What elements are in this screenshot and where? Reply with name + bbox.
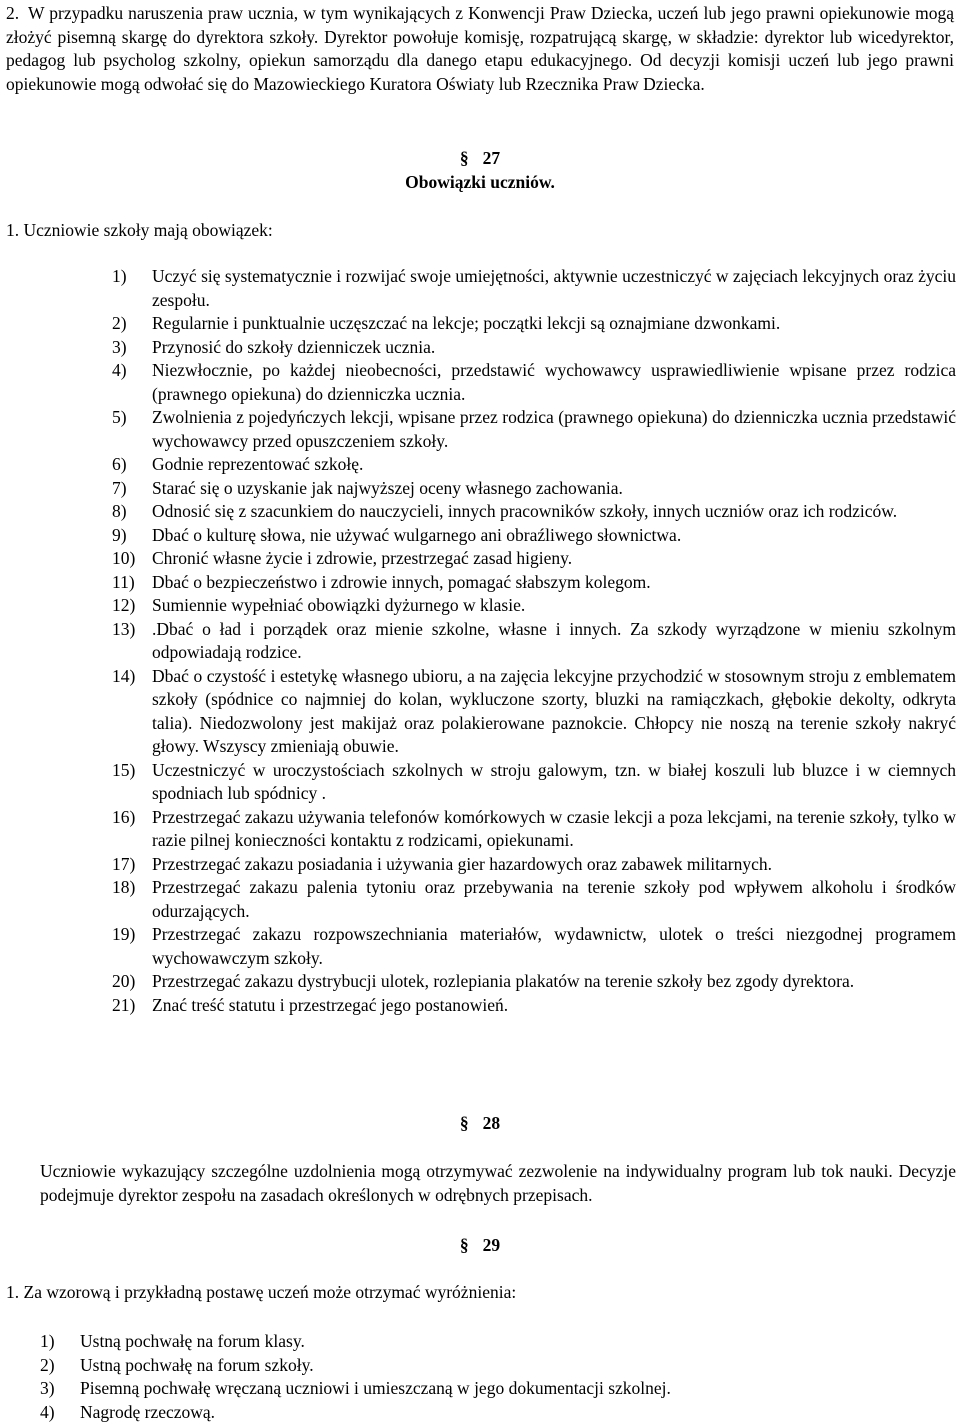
item-marker: 2)	[112, 313, 127, 333]
list-item	[112, 594, 956, 618]
item-text: Pisemną pochwałę wręczaną uczniowi i umieszczaną w jego dokumentacji szkolnej.	[80, 1378, 671, 1398]
item-marker: 1)	[112, 266, 127, 286]
item-marker: 10)	[112, 548, 136, 568]
item-marker: 1)	[40, 1331, 55, 1351]
list-item	[40, 1401, 956, 1424]
item-marker: 20)	[112, 971, 136, 991]
item-text: Przestrzegać zakazu używania telefonów komórkowych w czasie lekcji a poza lekcjami, na terenie szkoły, tylko w razie pilnej konieczności kontaktu z rodzicami, opiekunami.	[152, 806, 956, 850]
item-text: Sumiennie wypełniać obowiązki dyżurnego w klasie.	[152, 595, 526, 615]
item-marker: 12)	[112, 595, 136, 615]
list-item	[40, 1354, 956, 1378]
list-item	[112, 806, 956, 853]
list-item	[112, 970, 956, 994]
item-text: Starać się o uzyskanie jak najwyższej oceny własnego zachowania.	[152, 477, 623, 498]
item-marker: 14)	[112, 665, 136, 686]
item-marker: 5)	[112, 407, 127, 427]
paragraph-2	[6, 2, 954, 96]
section-number: 27	[482, 148, 501, 168]
list-item	[112, 853, 956, 877]
item-marker: 6)	[112, 454, 127, 474]
section-sign: §	[459, 1113, 469, 1133]
awards-list	[40, 1330, 956, 1424]
list-item	[112, 524, 956, 548]
item-text: Zwolnienia z pojedyńczych lekcji, wpisane przez rodzica (prawnego opiekuna) do dzienniczka ucznia przedstawić wychowawcy przed opuszczeniem szkoły.	[152, 407, 956, 451]
list-item	[112, 547, 956, 571]
section-title: Obowiązki uczniów.	[405, 171, 555, 192]
list-item	[112, 453, 956, 477]
item-marker: 2)	[40, 1354, 55, 1375]
list-item	[112, 759, 956, 806]
list-item	[112, 994, 956, 1018]
paragraph-text: W przypadku naruszenia praw ucznia, w tym wynikających z Konwencji Praw Dziecka, uczeń lub jego prawni opiekunowie mogą złożyć pisemną skargę do dyrektora szkoły. Dyrektor powołuje komisję, rozpatrującą skargę, w składzie: dyrektor lub wicedyrektor, pedagog lub psycholog szkolny, opiekun samorządu dla danego etapu edukacyjnego. Od decyzji komisji uczeń lub jego prawni opiekunowie mogą odwołać się do Mazowieckiego Kuratora Oświaty lub Rzecznika Praw Dziecka.	[6, 3, 954, 94]
item-text: Uczyć się systematycznie i rozwijać swoje umiejętności, aktywnie uczestniczyć w zajęciach lekcyjnych oraz życiu zespołu.	[152, 266, 956, 310]
item-marker: 19)	[112, 924, 136, 944]
item-text: Dbać o kulturę słowa, nie używać wulgarnego ani obraźliwego słownictwa.	[152, 524, 682, 545]
list-item	[112, 359, 956, 406]
item-text: Dbać o czystość i estetykę własnego ubioru, a na zajęcia lekcyjne przychodzić w stosownym stroju z emblematem szkoły (spódnice co najmniej do kolan, wykluczone szorty, bluzki na ramiączkach, głębokie dekolty, odkryta talia). Niedozwolony jest makijaż oraz polakierowane paznokcie. Chłopcy nie noszą na terenie szkoły nakryć głowy. Wszyscy zmieniają obuwie.	[152, 665, 956, 756]
item-text: Uczestniczyć w uroczystościach szkolnych w stroju galowym, tzn. w białej koszuli lub bluzce i w ciemnych spodniach lub spódnicy .	[152, 759, 956, 803]
section-27-intro: 1. Uczniowie szkoły mają obowiązek:	[6, 220, 273, 240]
section-sign: §	[459, 1235, 469, 1255]
list-item	[112, 876, 956, 923]
list-item	[112, 571, 956, 595]
item-marker: 21)	[112, 994, 136, 1015]
list-item	[112, 500, 956, 524]
section-28-heading	[0, 1112, 960, 1136]
list-item	[112, 336, 956, 360]
item-text: Regularnie i punktualnie uczęszczać na lekcje; początki lekcji są oznajmiane dzwonkami.	[152, 313, 781, 333]
item-marker: 3)	[112, 336, 127, 357]
item-text: Przestrzegać zakazu rozpowszechniania materiałów, wydawnictw, ulotek o treści niezgodnej programem wychowawczym szkoły.	[152, 924, 956, 968]
item-text: Przestrzegać zakazu palenia tytoniu oraz przebywania na terenie szkoły pod wpływem alkoholu i środków odurzających.	[152, 877, 956, 921]
item-text: Dbać o bezpieczeństwo i zdrowie innych, pomagać słabszym kolegom.	[152, 571, 651, 592]
list-item	[112, 477, 956, 501]
list-item	[112, 312, 956, 336]
item-text: Niezwłocznie, po każdej nieobecności, przedstawić wychowawcy usprawiedliwienie wpisane przez rodzica (prawnego opiekuna) do dzienniczka ucznia.	[152, 360, 956, 404]
section-29-heading	[0, 1234, 960, 1258]
item-text: Przestrzegać zakazu dystrybucji ulotek, rozlepiania plakatów na terenie szkoły bez zgody dyrektora.	[152, 971, 855, 991]
section-28-text: Uczniowie wykazujący szczególne uzdolnienia mogą otrzymywać zezwolenie na indywidualny program lub tok nauki. Decyzje podejmuje dyrektor zespołu na zasadach określonych w odrębnych przepisach.	[40, 1161, 956, 1205]
section-number: 28	[482, 1113, 501, 1133]
item-text: Ustną pochwałę na forum szkoły.	[80, 1354, 314, 1375]
item-marker: 7)	[112, 477, 127, 498]
item-marker: 3)	[40, 1378, 55, 1398]
item-marker: 4)	[112, 360, 127, 380]
section-sign: §	[459, 148, 469, 168]
list-item	[112, 265, 956, 312]
paragraph-number: 2.	[6, 3, 20, 23]
item-text: Przynosić do szkoły dzienniczek ucznia.	[152, 336, 436, 357]
item-marker: 18)	[112, 877, 136, 897]
section-29-intro: 1. Za wzorową i przykładną postawę uczeń może otrzymać wyróżnienia:	[6, 1282, 517, 1302]
item-marker: 15)	[112, 759, 136, 780]
item-text: Ustną pochwałę na forum klasy.	[80, 1331, 305, 1351]
duties-list	[112, 265, 956, 1017]
list-item	[40, 1377, 956, 1401]
item-marker: 16)	[112, 806, 136, 827]
list-item	[112, 406, 956, 453]
item-marker: 17)	[112, 853, 136, 874]
list-item	[112, 923, 956, 970]
item-marker: 13)	[112, 618, 136, 639]
item-marker: 11)	[112, 571, 135, 592]
item-text: Odnosić się z szacunkiem do nauczycieli, innych pracowników szkoły, innych uczniów oraz ich rodziców.	[152, 501, 898, 521]
item-text: .Dbać o ład i porządek oraz mienie szkolne, własne i innych. Za szkody wyrządzone w mieniu szkolnym odpowiadają rodzice.	[152, 618, 956, 662]
item-text: Chronić własne życie i zdrowie, przestrzegać zasad higieny.	[152, 548, 573, 568]
section-number: 29	[482, 1235, 501, 1255]
item-text: Nagrodę rzeczową.	[80, 1401, 216, 1422]
item-text: Godnie reprezentować szkołę.	[152, 454, 364, 474]
list-item	[40, 1330, 956, 1354]
list-item	[112, 665, 956, 759]
item-marker: 9)	[112, 524, 127, 545]
item-text: Znać treść statutu i przestrzegać jego postanowień.	[152, 994, 509, 1015]
list-item	[112, 618, 956, 665]
item-text: Przestrzegać zakazu posiadania i używania gier hazardowych oraz zabawek militarnych.	[152, 853, 772, 874]
section-27-heading	[0, 147, 960, 194]
item-marker: 8)	[112, 501, 127, 521]
item-marker: 4)	[40, 1401, 55, 1422]
